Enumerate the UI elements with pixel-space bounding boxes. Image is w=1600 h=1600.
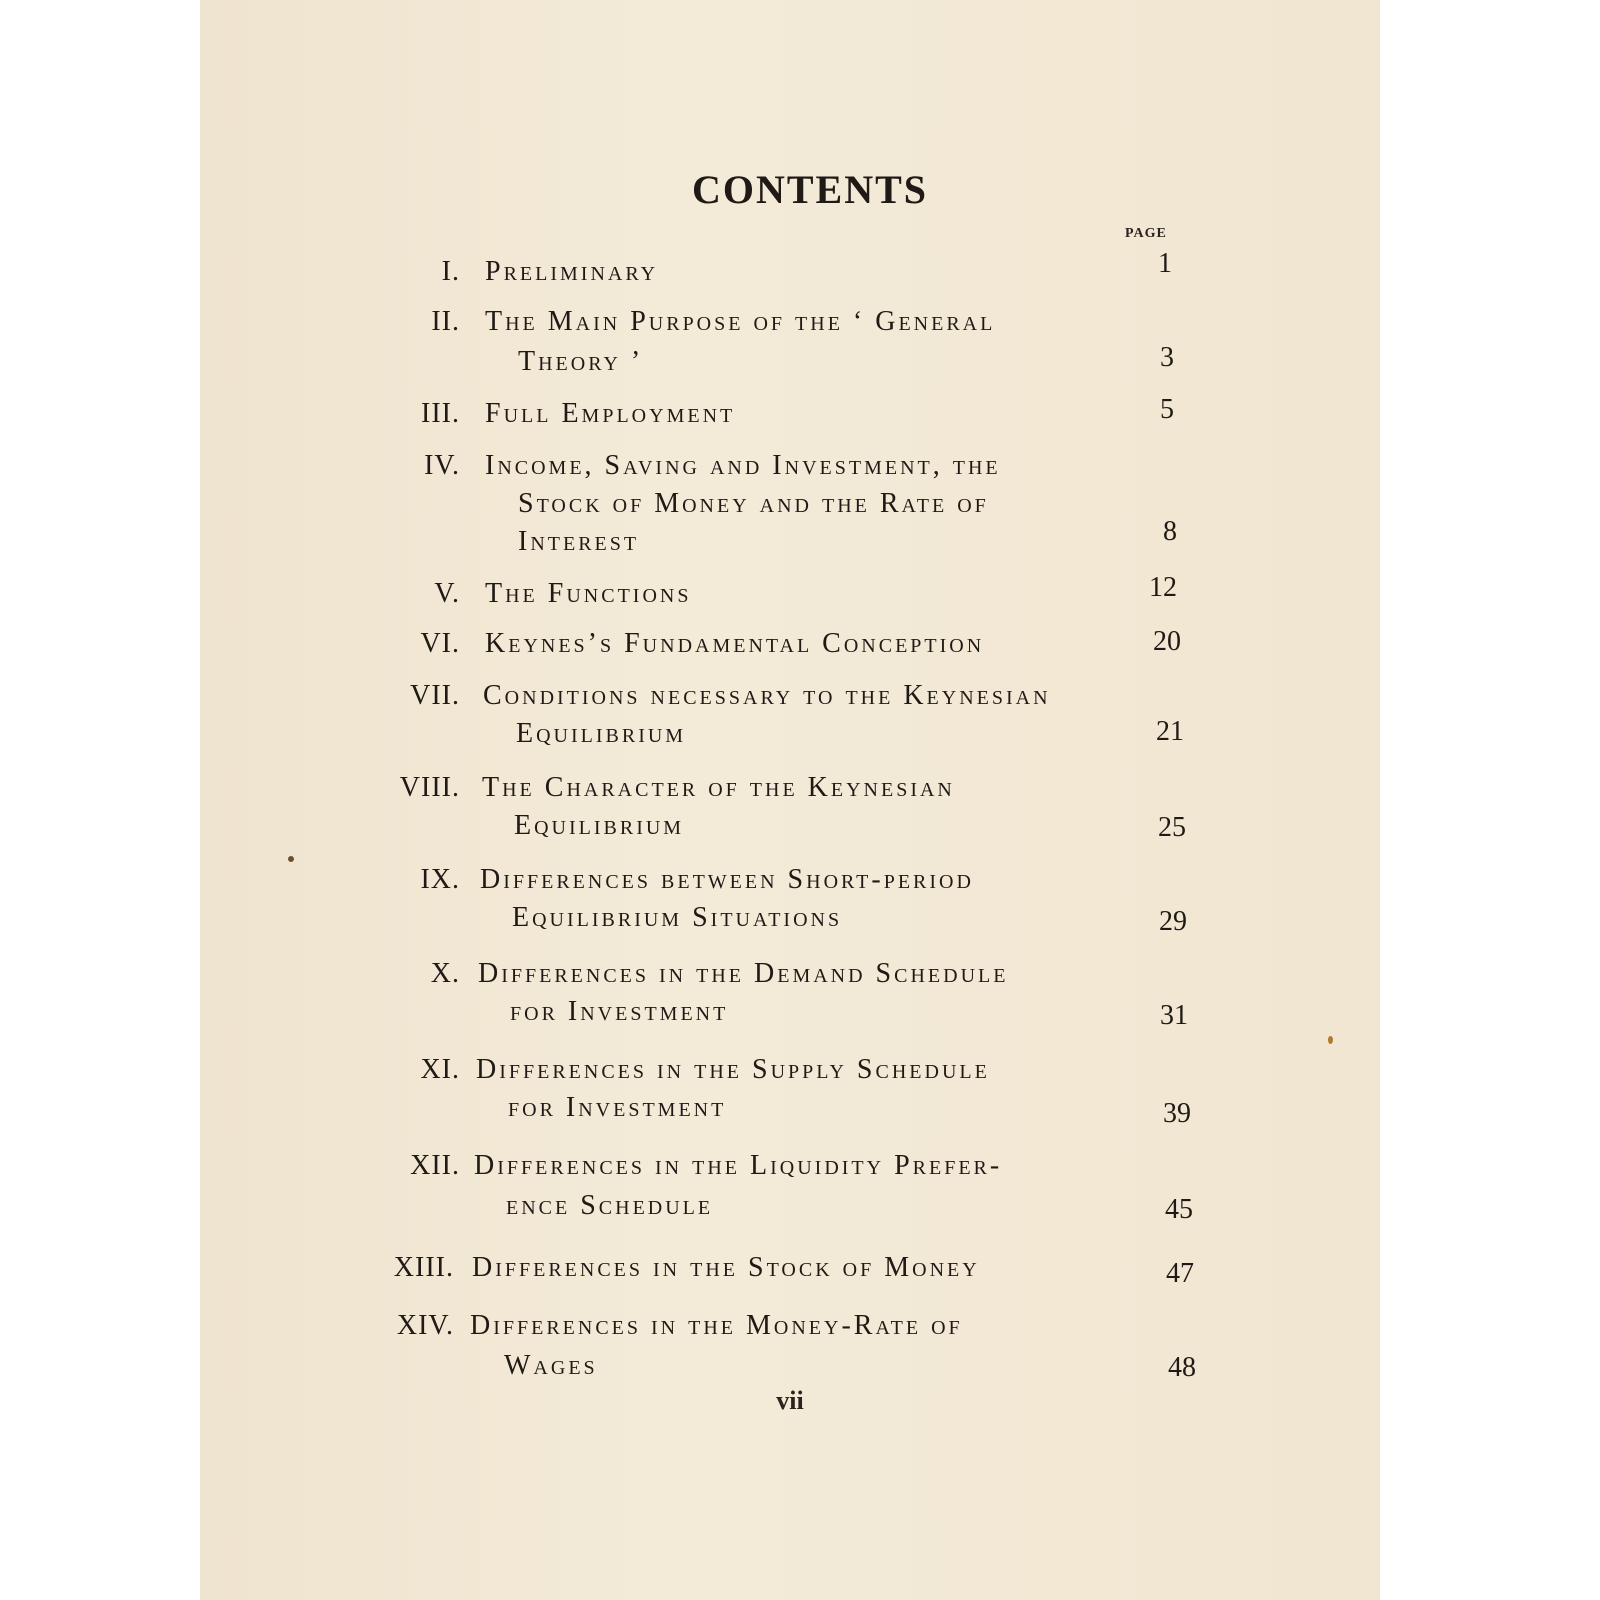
chapter-numeral: V. <box>434 578 460 609</box>
chapter-title-line: Differences between Short-period <box>480 864 974 895</box>
chapter-numeral: VII. <box>410 680 460 711</box>
page-number: 39 <box>1163 1098 1191 1129</box>
page-number: 25 <box>1158 812 1186 843</box>
chapter-title-line: Differences in the Stock of Money <box>472 1252 980 1283</box>
page-folio: vii <box>776 1386 804 1415</box>
chapter-numeral: XII. <box>410 1150 460 1181</box>
chapter-title-line: Income, Saving and Investment, the <box>485 450 1001 481</box>
chapter-numeral: III. <box>421 398 460 429</box>
page-number: 8 <box>1163 516 1177 547</box>
chapter-numeral: XIII. <box>393 1252 454 1283</box>
chapter-title-line: Wages <box>504 1350 598 1381</box>
contents-heading: CONTENTS <box>691 167 929 212</box>
chapter-title-line: Differences in the Money-Rate of <box>470 1310 963 1341</box>
chapter-numeral: VI. <box>420 628 460 659</box>
chapter-title-line: Equilibrium <box>516 718 687 749</box>
chapter-title-line: Preliminary <box>485 256 659 287</box>
chapter-title-line: Keynes’s Fundamental Conception <box>485 628 985 659</box>
page-number: 45 <box>1165 1194 1193 1225</box>
book-page <box>200 0 1380 1600</box>
page-number: 5 <box>1160 394 1174 425</box>
chapter-title-line: The Character of the Keynesian <box>482 772 955 803</box>
chapter-numeral: I. <box>441 256 460 287</box>
chapter-title-line: Equilibrium <box>514 810 685 841</box>
chapter-title-line: Stock of Money and the Rate of <box>518 488 989 519</box>
chapter-title-line: ence Schedule <box>506 1190 714 1221</box>
chapter-numeral: X. <box>430 958 460 989</box>
chapter-title-line: Differences in the Liquidity Prefer- <box>474 1150 1003 1181</box>
chapter-title-line: Conditions necessary to the Keynesian <box>483 680 1051 711</box>
page-number: 48 <box>1168 1352 1196 1383</box>
chapter-title-line: Interest <box>518 526 640 557</box>
page-number: 3 <box>1160 342 1174 373</box>
chapter-numeral: XIV. <box>396 1310 454 1341</box>
chapter-title-line: Differences in the Demand Schedule <box>478 958 1009 989</box>
chapter-title-line: The Main Purpose of the ‘ General <box>485 306 996 337</box>
chapter-title-line: Equilibrium Situations <box>512 902 843 933</box>
chapter-numeral: IX. <box>420 864 460 895</box>
page-column-label: PAGE <box>1125 226 1167 241</box>
chapter-numeral: IV. <box>424 450 460 481</box>
chapter-title-line: Theory ’ <box>518 346 644 377</box>
page-number: 47 <box>1166 1258 1194 1289</box>
page-number: 12 <box>1149 572 1177 603</box>
chapter-numeral: VIII. <box>399 772 460 803</box>
chapter-title-line: The Functions <box>485 578 692 609</box>
page-number: 21 <box>1156 716 1184 747</box>
show-through-text <box>840 12 1380 432</box>
chapter-title-line: Full Employment <box>485 398 736 429</box>
chapter-title-line: for Investment <box>508 1092 727 1123</box>
page-number: 29 <box>1159 906 1187 937</box>
page-number: 31 <box>1160 1000 1188 1031</box>
paper-speck <box>1328 1036 1333 1044</box>
chapter-title-line: Differences in the Supply Schedule <box>476 1054 990 1085</box>
page-number: 1 <box>1158 248 1172 279</box>
chapter-numeral: II. <box>431 306 460 337</box>
chapter-numeral: XI. <box>420 1054 460 1085</box>
paper-speck <box>288 856 294 862</box>
page-number: 20 <box>1153 626 1181 657</box>
chapter-title-line: for Investment <box>510 996 729 1027</box>
